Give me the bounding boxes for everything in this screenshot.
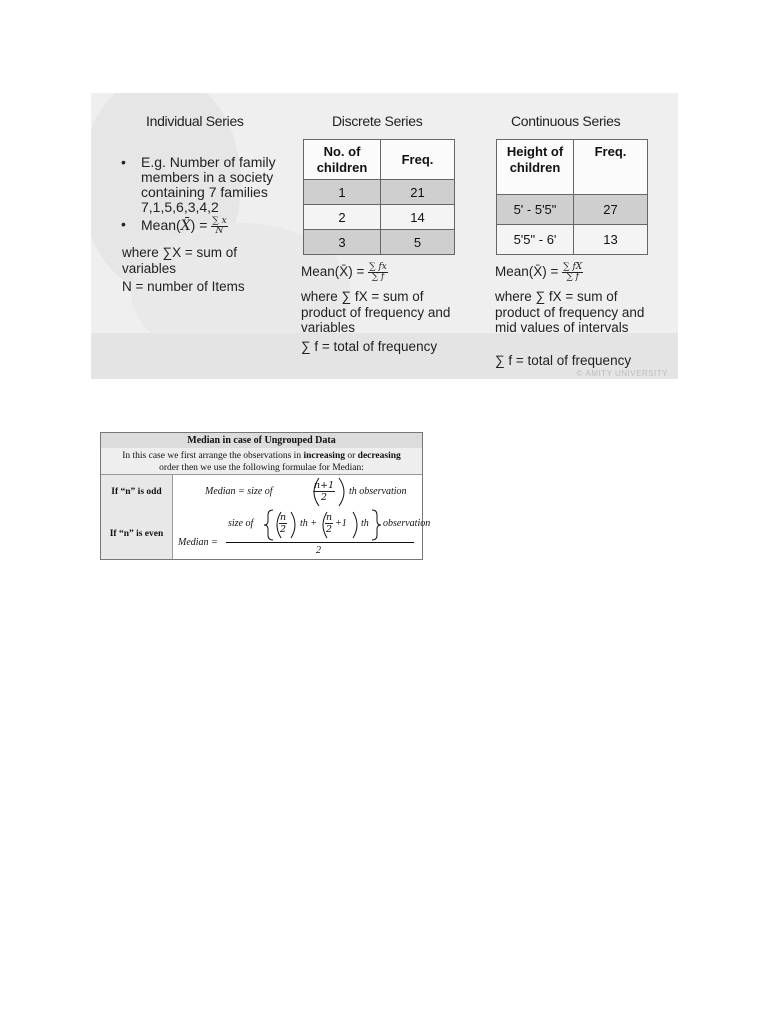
table-row (304, 230, 455, 255)
even-observation: observation (383, 518, 431, 529)
right-brace-icon (370, 509, 382, 541)
mean-fraction (562, 263, 583, 282)
mean-label: Mean(X̄) = (301, 264, 369, 280)
table-cell: 27 (574, 195, 648, 225)
mean-fraction (368, 263, 388, 282)
intro-text: order then we use the following formulae for Median: (159, 463, 364, 473)
table-cell: 3 (304, 230, 381, 255)
fraction-denominator: 2 (326, 524, 333, 535)
median-table-title: Median in case of Ungrouped Data (101, 433, 422, 449)
table-cell: 13 (574, 225, 648, 255)
mean-bullet (119, 217, 279, 236)
table-row (497, 195, 648, 225)
equals-sign: ) = (190, 217, 212, 234)
fraction-numerator: ∑ fX (563, 262, 583, 272)
table-cell: 5' - 5'5" (497, 195, 574, 225)
table-cell: 14 (381, 205, 455, 230)
fraction-denominator: ∑ f (566, 272, 579, 282)
fraction-denominator: ∑ f (371, 272, 385, 282)
mean-label: Mean( (141, 217, 181, 234)
continuous-table (496, 139, 648, 255)
even-size-text: size of (228, 518, 254, 529)
individual-series-title: Individual Series (146, 113, 244, 129)
mean-fraction (211, 217, 227, 236)
fraction-numerator: ∑ fx (369, 262, 387, 272)
median-intro (101, 448, 422, 475)
individual-where-text: where ∑X = sum of variables (122, 245, 238, 276)
table-header-row (304, 140, 455, 180)
even-th: th (361, 518, 369, 529)
continuous-where-text: where ∑ fX = sum of product of frequency and mid values of intervals (495, 289, 645, 335)
continuous-total-text: ∑ f = total of frequency (495, 353, 632, 368)
fraction-numerator: n+1 (314, 480, 335, 491)
fraction-bar (226, 542, 414, 543)
discrete-where-text: where ∑ fX = sum of product of frequency and variables (301, 289, 451, 335)
table-cell: 5 (381, 230, 455, 255)
odd-row (101, 475, 422, 510)
right-paren-icon (287, 511, 301, 539)
table-row (497, 225, 648, 255)
individual-n-text: N = number of Items (122, 279, 245, 294)
table-header: Freq. (574, 140, 648, 195)
intro-text: or (344, 451, 358, 461)
table-header: No. of children (304, 140, 381, 180)
example-bullet: • E.g. Number of family members in a society containing 7 families 7,1,5,6,3,4,2 (119, 155, 279, 215)
even-th-plus: th + (300, 518, 318, 529)
intro-bold-decreasing: decreasing (357, 451, 401, 461)
fraction-denominator: 2 (321, 492, 328, 503)
odd-median-text: Median = size of (205, 486, 273, 497)
even-fraction-2 (325, 512, 333, 535)
watermark: © AMITY UNIVERSITY (576, 369, 668, 378)
continuous-series-title: Continuous Series (511, 113, 621, 129)
discrete-mean-formula (301, 263, 461, 282)
odd-fraction (313, 480, 335, 503)
even-row (101, 509, 431, 559)
continuous-mean-formula (495, 263, 665, 282)
fraction-denominator: 2 (280, 524, 287, 535)
mean-label: Mean(X̄) = (495, 264, 563, 280)
intro-text: In this case we first arrange the observations in (122, 451, 304, 461)
individual-bullets (119, 155, 279, 236)
fraction-numerator: n (280, 512, 287, 523)
even-plus-one: +1 (335, 518, 347, 529)
table-header: Freq. (381, 140, 455, 180)
discrete-table (303, 139, 455, 255)
odd-suffix: th observation (349, 486, 407, 497)
intro-bold-increasing: increasing (303, 451, 345, 461)
table-cell: 2 (304, 205, 381, 230)
table-header: Height of children (497, 140, 574, 195)
even-label: If “n” is even (101, 509, 173, 559)
fraction-numerator: n (326, 512, 333, 523)
table-row (304, 180, 455, 205)
table-cell: 21 (381, 180, 455, 205)
fraction-numerator: ∑ x (212, 216, 227, 226)
discrete-total-text: ∑ f = total of frequency (301, 339, 438, 354)
table-cell: 5'5" - 6' (497, 225, 574, 255)
even-fraction-1 (279, 512, 287, 535)
even-median-text: Median = (178, 537, 218, 548)
even-formula (173, 509, 431, 559)
slide-image (91, 93, 678, 379)
table-cell: 1 (304, 180, 381, 205)
fraction-denominator: N (215, 226, 224, 236)
table-header-row (497, 140, 648, 195)
median-table (100, 432, 431, 560)
discrete-series-title: Discrete Series (332, 113, 423, 129)
x-bar-symbol: X̄ (180, 218, 191, 235)
odd-formula (173, 475, 422, 509)
table-row (304, 205, 455, 230)
even-denominator: 2 (316, 545, 321, 556)
odd-label: If “n” is odd (101, 475, 173, 509)
